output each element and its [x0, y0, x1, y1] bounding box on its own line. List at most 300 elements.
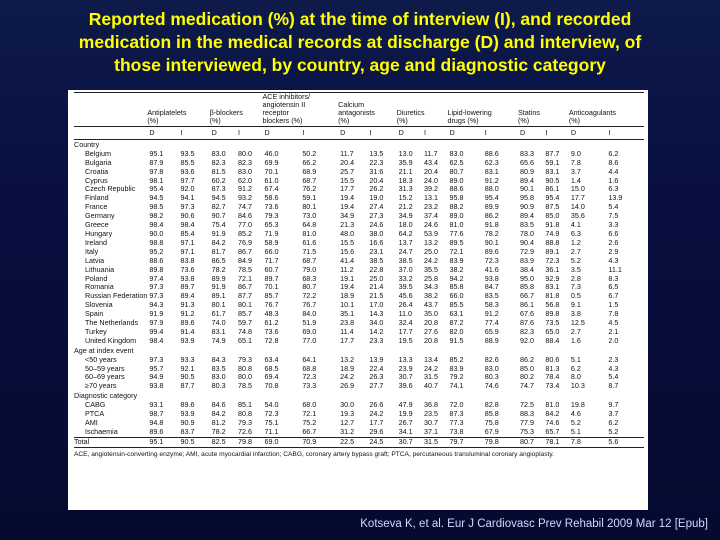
table-cell: 89.1 [211, 291, 226, 301]
table-cell: 87.7 [545, 148, 560, 158]
table-cell: 85.0 [519, 363, 534, 373]
table-cell: 98.7 [149, 409, 164, 419]
table-cell: 25.0 [424, 246, 439, 256]
table-cell: 26.4 [398, 300, 413, 310]
table-cell: 31.3 [398, 184, 413, 194]
table-cell: 27.3 [369, 211, 384, 221]
table-cell: 3.3 [608, 220, 619, 230]
table-cell: 5.2 [570, 255, 581, 265]
table-cell: 89.8 [545, 309, 560, 319]
table-cell: 61.6 [302, 237, 317, 247]
table-cell: 72.3 [302, 372, 317, 382]
table-cell: 6.2 [608, 418, 619, 427]
table-cell: 24.2 [424, 363, 439, 373]
table-cell: 78.1 [543, 437, 568, 447]
table-cell: 86.1 [519, 300, 534, 310]
table-cell: 72.3 [264, 409, 279, 419]
table-cell: 89.6 [180, 400, 195, 410]
table-cell: 73.6 [264, 326, 279, 336]
table-cell: 73.3 [302, 381, 317, 391]
table-cell: 87.3 [211, 184, 226, 194]
table-cell: 27.7 [369, 381, 384, 391]
table-cell: 6.2 [570, 363, 581, 373]
table-cell: 25.7 [340, 166, 355, 176]
table-cell: 83.0 [238, 166, 253, 176]
table-cell: 68.8 [302, 363, 317, 373]
table-cell: 92.0 [519, 335, 534, 345]
table-cell: 82.7 [211, 202, 226, 212]
table-cell: 32.4 [398, 318, 413, 328]
table-cell: 31.5 [422, 437, 447, 447]
table-cell: 65.7 [545, 426, 560, 436]
table-cell: 24.7 [398, 246, 413, 256]
table-cell: 79.8 [483, 437, 518, 447]
table-cell: 95.7 [149, 363, 164, 373]
row-label: Italy [85, 246, 99, 256]
row-label: <50 years [85, 354, 117, 364]
table-cell: 7.3 [570, 282, 581, 292]
table-cell: 80.0 [238, 372, 253, 382]
group-header-line: ACE inhibitors/ [262, 92, 311, 101]
table-cell: 38.2 [449, 264, 464, 274]
table-cell: 13.2 [424, 237, 439, 247]
table-cell: 25.0 [369, 273, 384, 283]
table-cell: 80.8 [238, 409, 253, 419]
table-cell: 89.6 [149, 426, 164, 436]
table-cell: 80.9 [519, 166, 534, 176]
table-cell: 94.2 [449, 273, 464, 283]
table-cell: 90.5 [178, 437, 209, 447]
table-cell: 38.2 [424, 291, 439, 301]
table-cell: 24.2 [424, 255, 439, 265]
table-cell: 21.3 [340, 220, 355, 230]
table-cell: 2.7 [570, 246, 581, 256]
table-cell: 35.6 [570, 211, 585, 221]
table-cell: 85.5 [180, 157, 195, 167]
table-cell: 20.4 [424, 166, 439, 176]
table-cell: 90.6 [180, 211, 195, 221]
table-cell: 54.0 [264, 400, 279, 410]
table-cell: 13.9 [369, 354, 384, 364]
table-cell: 23.1 [369, 246, 384, 256]
table-cell: 77.9 [519, 418, 534, 427]
interview-header: I [180, 128, 183, 137]
table-cell: 14.3 [369, 309, 384, 319]
table-cell: 82.6 [484, 354, 499, 364]
table-cell: 29.6 [369, 426, 384, 436]
table-cell: 2.7 [570, 326, 581, 336]
table-cell: 72.1 [238, 273, 253, 283]
table-cell: 13.5 [369, 148, 384, 158]
table-cell: 2.1 [608, 326, 619, 336]
medication-table [74, 92, 644, 448]
table-cell: 74.9 [545, 228, 560, 238]
table-cell: 62.3 [484, 157, 499, 167]
table-cell: 72.0 [449, 400, 464, 410]
table-cell: 83.9 [449, 255, 464, 265]
table-cell: 87.2 [449, 318, 464, 328]
table-cell: 87.3 [449, 409, 464, 419]
table-cell: 89.6 [484, 246, 499, 256]
table-cell: 93.8 [149, 381, 164, 391]
table-cell: 17.7 [570, 193, 585, 203]
table-cell: 26.3 [369, 372, 384, 382]
table-cell: 97.3 [149, 354, 164, 364]
table-cell: 80.1 [302, 202, 317, 212]
table-cell: 2.9 [608, 246, 619, 256]
group-header-line: Statins [517, 108, 540, 117]
table-cell: 76.7 [302, 300, 317, 310]
table-cell: 4.6 [570, 409, 581, 419]
table-cell: 92.9 [545, 273, 560, 283]
table-cell: 60.7 [264, 264, 279, 274]
group-header [447, 93, 518, 127]
table-cell: 69.9 [264, 157, 279, 167]
table-cell: 48.0 [340, 228, 355, 238]
row-label: Croatia [85, 166, 109, 176]
table-cell: 69.0 [263, 437, 301, 447]
discharge-header: D [449, 128, 455, 137]
table-cell: 81.0 [449, 220, 464, 230]
row-label: Ireland [85, 237, 107, 247]
table-cell: 6.7 [608, 291, 619, 301]
table-cell: 9.0 [570, 148, 581, 158]
table-cell: 81.3 [545, 363, 560, 373]
group-header [210, 93, 263, 127]
table-cell: 65.3 [264, 220, 279, 230]
table-cell: 80.7 [302, 282, 317, 292]
group-header-line: antagonists [338, 108, 375, 117]
table-cell: 95.8 [519, 193, 534, 203]
group-header [569, 93, 644, 127]
table-cell: 8.6 [608, 157, 619, 167]
table-cell: 30.7 [398, 372, 413, 382]
table-cell: 62.5 [449, 157, 464, 167]
group-header-line: (%) [147, 116, 159, 125]
table-cell: 58.6 [264, 193, 279, 203]
table-cell: 0.5 [570, 291, 581, 301]
table-cell: 5.6 [606, 437, 644, 447]
table-cell: 91.9 [211, 228, 226, 238]
table-cell: 83.1 [545, 282, 560, 292]
table-cell: 35.9 [398, 157, 413, 167]
table-cell: 59.1 [302, 193, 317, 203]
table-cell: 19.4 [340, 193, 355, 203]
table-cell: 62.0 [238, 175, 253, 185]
row-label: France [85, 202, 108, 212]
table-cell: 83.1 [545, 166, 560, 176]
table-cell: 83.9 [519, 255, 534, 265]
interview-header: I [608, 128, 611, 137]
table-cell: 72.3 [484, 255, 499, 265]
header-blank [74, 93, 147, 127]
table-cell: 80.3 [211, 381, 226, 391]
table-cell: 70.1 [264, 282, 279, 292]
table-cell: 74.6 [545, 418, 560, 427]
table-cell: 26.9 [340, 381, 355, 391]
slide-title-line: Reported medication (%) at the time of interview (I), and recorded [88, 9, 632, 29]
table-cell: 66.7 [302, 426, 317, 436]
group-header-line: Diuretics [396, 108, 425, 117]
sub-header-row [74, 127, 644, 140]
table-cell: 72.3 [545, 255, 560, 265]
table-cell: 92.0 [180, 184, 195, 194]
table-body [74, 139, 644, 447]
table-cell: 65.9 [484, 326, 499, 336]
table-cell: 86.1 [545, 184, 560, 194]
table-cell: 24.6 [369, 220, 384, 230]
discharge-header: D [149, 128, 155, 137]
table-cell: 31.5 [424, 372, 439, 382]
table-cell: 90.1 [519, 184, 534, 194]
table-cell: 84.0 [302, 309, 317, 319]
table-cell: 18.9 [340, 363, 355, 373]
table-cell: 11.0 [398, 309, 413, 319]
table-cell: 30.0 [340, 400, 355, 410]
table-cell: 15.0 [570, 184, 585, 194]
section-label: Age at index event [74, 345, 134, 355]
table-cell: 84.3 [211, 354, 226, 364]
row-label: The Netherlands [85, 318, 139, 328]
table-cell: 89.7 [264, 273, 279, 283]
table-cell: 79.7 [447, 437, 482, 447]
table-cell: 73.8 [449, 426, 464, 436]
table-cell: 85.4 [180, 228, 195, 238]
table-cell: 61.0 [264, 175, 279, 185]
table-cell: 1.2 [570, 237, 581, 247]
table-cell: 82.0 [449, 326, 464, 336]
table-cell: 3.7 [570, 166, 581, 176]
table-cell: 1.5 [608, 300, 619, 310]
table-cell: 58.3 [484, 300, 499, 310]
table-cell: 22.3 [369, 157, 384, 167]
table-cell: 12.5 [570, 318, 585, 328]
table-cell: 86.2 [484, 211, 499, 221]
table-cell: 94.8 [149, 418, 164, 427]
table-cell: 89.0 [449, 211, 464, 221]
table-cell: 93.9 [180, 409, 195, 419]
table-cell: 9.1 [570, 300, 581, 310]
table-cell: 24.6 [424, 220, 439, 230]
table-cell: 31.6 [369, 166, 384, 176]
table-cell: 74.7 [519, 381, 534, 391]
table-cell: 7.5 [608, 211, 619, 221]
table-cell: 69.0 [302, 326, 317, 336]
interview-header: I [424, 128, 427, 137]
table-cell: 78.4 [545, 372, 560, 382]
table-cell: 27.6 [424, 326, 439, 336]
row-label: Bulgaria [85, 157, 112, 167]
table-cell: 95.2 [149, 246, 164, 256]
table-cell: 68.7 [302, 175, 317, 185]
table-cell: 97.3 [180, 202, 195, 212]
group-header-line: (%) [209, 116, 221, 125]
table-cell: 68.0 [302, 400, 317, 410]
table-cell: 79.3 [264, 211, 279, 221]
table-cell: 73.4 [545, 381, 560, 391]
interview-header: I [484, 128, 487, 137]
table-cell: 13.0 [398, 148, 413, 158]
table-cell: 65.6 [519, 157, 534, 167]
table-cell: 95.4 [484, 193, 499, 203]
table-cell: 47.9 [398, 400, 413, 410]
table-cell: 74.8 [238, 326, 253, 336]
table-cell: 97.3 [149, 282, 164, 292]
table-cell: 90.5 [545, 175, 560, 185]
table-cell: 66.2 [302, 157, 317, 167]
table-cell: 34.3 [424, 282, 439, 292]
table-cell: 90.9 [180, 418, 195, 427]
table-cell: 68.9 [302, 166, 317, 176]
table-cell: 2.3 [608, 354, 619, 364]
table-cell: 98.5 [149, 202, 164, 212]
table-cell: 97.9 [149, 318, 164, 328]
table-cell: 26.2 [369, 184, 384, 194]
table-cell: 24.0 [424, 175, 439, 185]
table-cell: 76.9 [238, 237, 253, 247]
table-cell: 10.3 [570, 381, 585, 391]
group-header-line: angiotensin II [262, 100, 306, 109]
table-cell: 90.9 [519, 202, 534, 212]
table-cell: 23.8 [340, 318, 355, 328]
table-cell: 66.0 [449, 291, 464, 301]
table-cell: 97.4 [149, 273, 164, 283]
table-cell: 78.0 [519, 228, 534, 238]
table-cell: 91.8 [545, 220, 560, 230]
table-cell: 85.7 [264, 291, 279, 301]
table-cell: 15.5 [340, 175, 355, 185]
table-cell: 70.8 [264, 381, 279, 391]
table-cell: 84.7 [484, 282, 499, 292]
table-cell: 83.0 [211, 148, 226, 158]
table-cell: 59.7 [238, 318, 253, 328]
table-cell: 36.1 [545, 264, 560, 274]
table-cell: 53.9 [424, 228, 439, 238]
table-cell: 5.4 [608, 202, 619, 212]
row-label: Greece [85, 220, 109, 230]
row-label: Total [74, 437, 147, 447]
table-cell: 81.8 [545, 291, 560, 301]
table-cell: 83.3 [519, 148, 534, 158]
table-cell: 72.6 [238, 426, 253, 436]
table-cell: 94.5 [149, 193, 164, 203]
group-header-line: (%) [338, 116, 350, 125]
table-cell: 64.1 [302, 354, 317, 364]
table-cell: 16.6 [369, 237, 384, 247]
table-cell: 91.5 [449, 335, 464, 345]
row-label: Poland [85, 273, 108, 283]
table-cell: 74.0 [211, 318, 226, 328]
table-cell: 89.4 [519, 175, 534, 185]
table-row [74, 428, 644, 437]
table-cell: 90.7 [211, 211, 226, 221]
table-cell: 66.0 [264, 246, 279, 256]
table-cell: 24.5 [367, 437, 396, 447]
table-cell: 1.6 [608, 175, 619, 185]
table-cell: 79.3 [238, 354, 253, 364]
table-cell: 95.8 [449, 193, 464, 203]
slide-title-line: medication in the medical records at discharge (D) and interview, of [78, 32, 642, 52]
table-cell: 93.8 [180, 273, 195, 283]
table-cell: 85.2 [238, 228, 253, 238]
table-cell: 56.8 [545, 300, 560, 310]
table-cell: 34.1 [398, 426, 413, 436]
row-label: PTCA [85, 409, 105, 419]
group-header [397, 93, 448, 127]
table-cell: 88.2 [449, 202, 464, 212]
table-cell: 77.0 [238, 220, 253, 230]
section-label: Country [74, 139, 100, 149]
table-cell: 99.4 [149, 326, 164, 336]
table-cell: 38.4 [519, 264, 534, 274]
table-cell: 14.0 [570, 202, 585, 212]
table-cell: 14.2 [369, 326, 384, 336]
table-cell: 93.9 [180, 335, 195, 345]
table-cell: 91.2 [484, 309, 499, 319]
table-cell: 18.9 [340, 291, 355, 301]
table-cell: 60.2 [211, 175, 226, 185]
table-cell: 19.0 [369, 193, 384, 203]
table-cell: 93.3 [180, 354, 195, 364]
table-cell: 84.6 [238, 211, 253, 221]
group-header [147, 93, 209, 127]
table-cell: 85.8 [519, 282, 534, 292]
table-cell: 68.5 [264, 363, 279, 373]
table-cell: 75.2 [302, 418, 317, 427]
table-header [74, 93, 644, 140]
table-cell: 67.4 [264, 184, 279, 194]
table-cell: 6.5 [608, 282, 619, 292]
table-cell: 78.2 [484, 228, 499, 238]
group-header-row [74, 93, 644, 127]
table-cell: 59.1 [545, 157, 560, 167]
table-cell: 74.9 [211, 335, 226, 345]
table-cell: 72.1 [449, 246, 464, 256]
table-cell: 85.1 [238, 400, 253, 410]
table-cell: 72.8 [264, 335, 279, 345]
table-cell: 19.5 [398, 335, 413, 345]
table-cell: 91.8 [484, 220, 499, 230]
table-cell: 82.3 [519, 326, 534, 336]
table-cell: 68.3 [302, 273, 317, 283]
section-label: Diagnostic category [74, 391, 138, 401]
table-cell: 64.8 [302, 220, 317, 230]
table-cell: 73.0 [302, 211, 317, 221]
table-cell: 95.0 [519, 273, 534, 283]
table-cell: 21.4 [369, 282, 384, 292]
table-cell: 43.7 [424, 300, 439, 310]
table-cell: 37.4 [424, 211, 439, 221]
row-label: Turkey [85, 326, 107, 336]
table-cell: 80.3 [484, 372, 499, 382]
table-cell: 93.6 [180, 166, 195, 176]
group-header-line: Lipid-lowering [447, 108, 492, 117]
table-cell: 94.1 [180, 193, 195, 203]
table-cell: 88.9 [484, 335, 499, 345]
table-cell: 19.4 [340, 282, 355, 292]
table-cell: 74.6 [484, 381, 499, 391]
table-cell: 93.1 [149, 400, 164, 410]
table-cell: 82.3 [211, 157, 226, 167]
table-cell: 4.3 [608, 255, 619, 265]
table-cell: 85.8 [484, 409, 499, 419]
table-cell: 74.1 [449, 381, 464, 391]
table-cell: 6.2 [608, 148, 619, 158]
table-cell: 19.8 [570, 400, 585, 410]
table-cell: 7.8 [570, 157, 581, 167]
table-cell: 93.5 [180, 148, 195, 158]
table-cell: 72.9 [519, 246, 534, 256]
